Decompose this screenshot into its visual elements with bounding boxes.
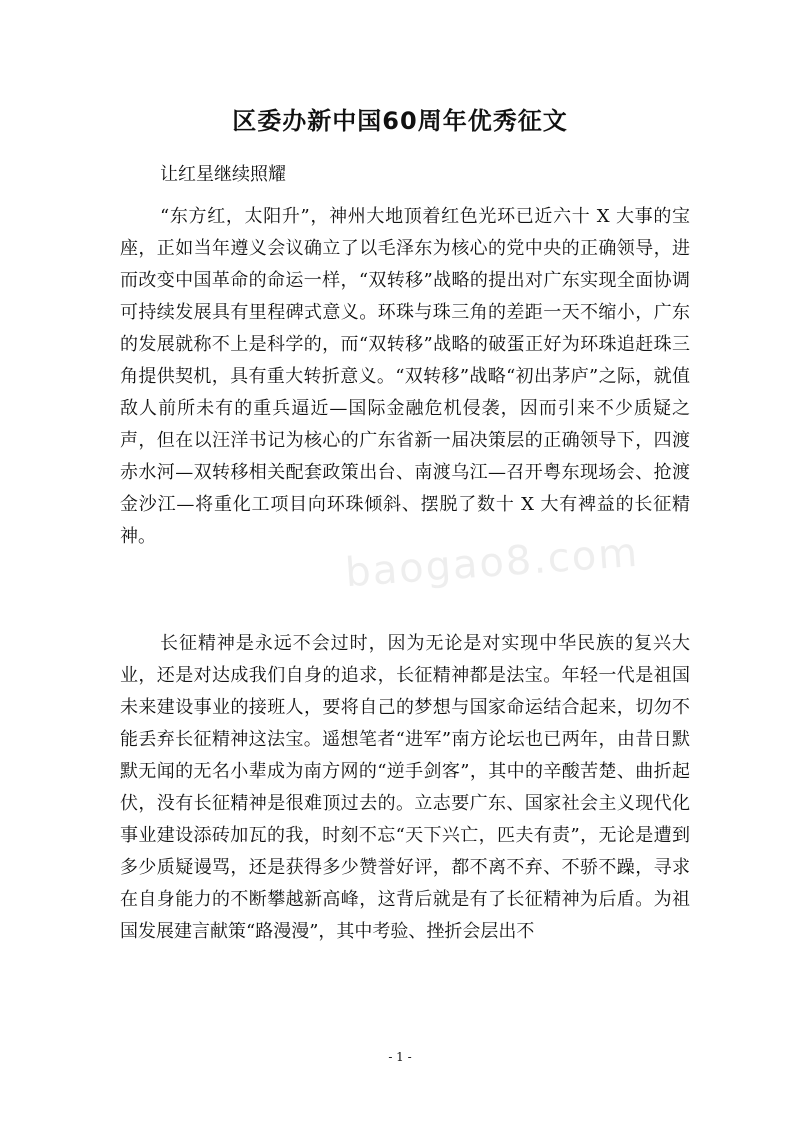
page-number: - 1 - — [388, 1050, 412, 1064]
paragraph: 长征精神是永远不会过时，因为无论是对实现中华民族的复兴大业，还是对达成我们自身的追求，长征精神都是法宝。年轻一代是祖国未来建设事业的接班人，要将自己的梦想与国家命运结合起来，切勿不能丢弃长征精神这法宝。遥想笔者“进军”南方论坛也已两年，由昔日默默无闻的无名小辈成为南方网的“逆手剑客”，其中的辛酸苦楚、曲折起伏，没有长征精神是很难顶过去的。立志要广东、国家社会主义现代化事业建设添砖加瓦的我，时刻不忘“天下兴亡，匹夫有责”，无论是遭到多少质疑谩骂，还是获得多少赞誉好评，都不离不弃、不骄不躁，寻求在自身能力的不断攀越新高峰，这背后就是有了长征精神为后盾。为祖国发展建言献策“路漫漫”，其中考验、挫折会层出不 — [120, 633, 690, 942]
paragraph: “东方红，太阳升”，神州大地顶着红色光环已近六十 X 大事的宝座，正如当年遵义会议确立了以毛泽东为核心的党中央的正确领导，进而改变中国革命的命运一样，“双转移”战略的提出对广东实现全面协调可持续发展具有里程碑式意义。环珠与珠三角的差距一天不缩小，广东的发展就称不上是科学的，而“双转移”战略的破蛋正好为环珠追赶珠三角提供契机，具有重大转折意义。“双转移”战略“初出茅庐”之际，就值敌人前所未有的重兵逼近—国际金融危机侵袭，因而引来不少质疑之声，但在以汪洋书记为核心的广东省新一届决策层的正确领导下，四渡赤水河—双转移相关配套政策出台、南渡乌江—召开粤东现场会、抢渡金沙江—将重化工项目向环珠倾斜、摆脱了数十 X 大有裨益的长征精神。 — [120, 206, 690, 547]
watermark: baogao8.com — [343, 529, 641, 597]
document-title: 区委办新中国60周年优秀征文 — [232, 107, 568, 135]
document-subtitle: 让红星继续照耀 — [160, 164, 286, 185]
